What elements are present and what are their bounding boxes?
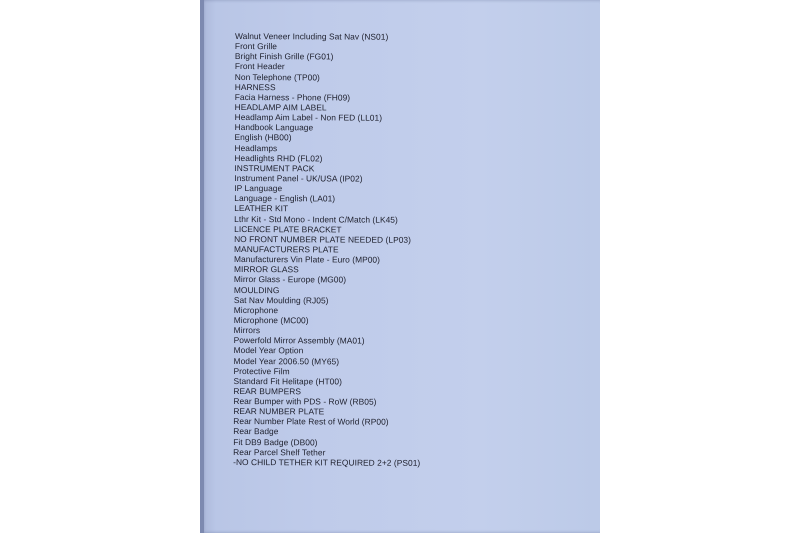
spec-line: English (HB00) <box>234 132 292 143</box>
spec-line: Facia Harness - Phone (FH09) <box>234 91 351 103</box>
spec-line: Microphone <box>233 304 279 315</box>
spec-line: Mirrors <box>233 325 261 336</box>
spec-line: REAR NUMBER PLATE <box>233 406 325 417</box>
spec-line: Instrument Panel - UK/USA (IP02) <box>234 172 363 184</box>
spec-line: Handbook Language <box>234 122 314 133</box>
spec-line: REAR BUMPERS <box>233 385 302 397</box>
spec-line: Microphone (MC00) <box>233 314 309 326</box>
spec-line: INSTRUMENT PACK <box>234 162 315 174</box>
spec-line: Front Header <box>234 61 285 72</box>
spec-line: Sat Nav Moulding (RJ05) <box>233 294 329 306</box>
spec-line: HEADLAMP AIM LABEL <box>234 101 327 113</box>
spec-line: Model Year 2006.50 (MY65) <box>233 355 340 366</box>
spec-line: Headlamps <box>234 142 278 153</box>
spec-line: Language - English (LA01) <box>234 193 336 204</box>
spec-line: Rear Parcel Shelf Tether <box>233 446 326 458</box>
spec-line: MANUFACTURERS PLATE <box>234 243 339 255</box>
spec-line: Protective Film <box>233 365 290 376</box>
spec-line: Rear Badge <box>233 426 279 437</box>
spec-list <box>233 31 422 468</box>
spec-line: MOULDING <box>233 284 280 295</box>
spec-line: LEATHER KIT <box>234 203 289 214</box>
spec-line: Mirror Glass - Europe (MG00) <box>233 274 347 285</box>
spec-line: Standard Fit Helitape (HT00) <box>233 375 342 387</box>
spec-line: Headlamp Aim Label - Non FED (LL01) <box>234 112 383 123</box>
spec-line: -NO CHILD TETHER KIT REQUIRED 2+2 (PS01) <box>233 456 421 468</box>
spec-line: LICENCE PLATE BRACKET <box>234 223 342 235</box>
spec-line: Bright Finish Grille (FG01) <box>234 51 334 62</box>
spec-line: MIRROR GLASS <box>233 264 299 275</box>
spec-line: Model Year Option <box>233 345 304 356</box>
spec-line: Non Telephone (TP00) <box>234 71 320 82</box>
spec-line: Lthr Kit - Std Mono - Indent C/Match (LK45) <box>234 213 398 225</box>
spec-line: IP Language <box>234 183 283 194</box>
spec-line: Headlights RHD (FL02) <box>234 152 323 164</box>
paper-sheet <box>200 0 600 533</box>
spec-line: Powerfold Mirror Assembly (MA01) <box>233 335 365 346</box>
spec-line: Fit DB9 Badge (DB00) <box>233 436 318 447</box>
spec-line: Rear Number Plate Rest of World (RP00) <box>233 416 389 428</box>
spec-line: Walnut Veneer Including Sat Nav (NS01) <box>234 31 389 42</box>
spec-line: NO FRONT NUMBER PLATE NEEDED (LP03) <box>234 233 412 245</box>
spec-line: Front Grille <box>234 41 277 52</box>
spec-line: Manufacturers Vin Plate - Euro (MP00) <box>233 254 381 265</box>
spec-line: HARNESS <box>234 81 276 92</box>
paper-shadow-edge <box>200 0 204 533</box>
spec-line: Rear Bumper with PDS - RoW (RB05) <box>233 396 377 407</box>
